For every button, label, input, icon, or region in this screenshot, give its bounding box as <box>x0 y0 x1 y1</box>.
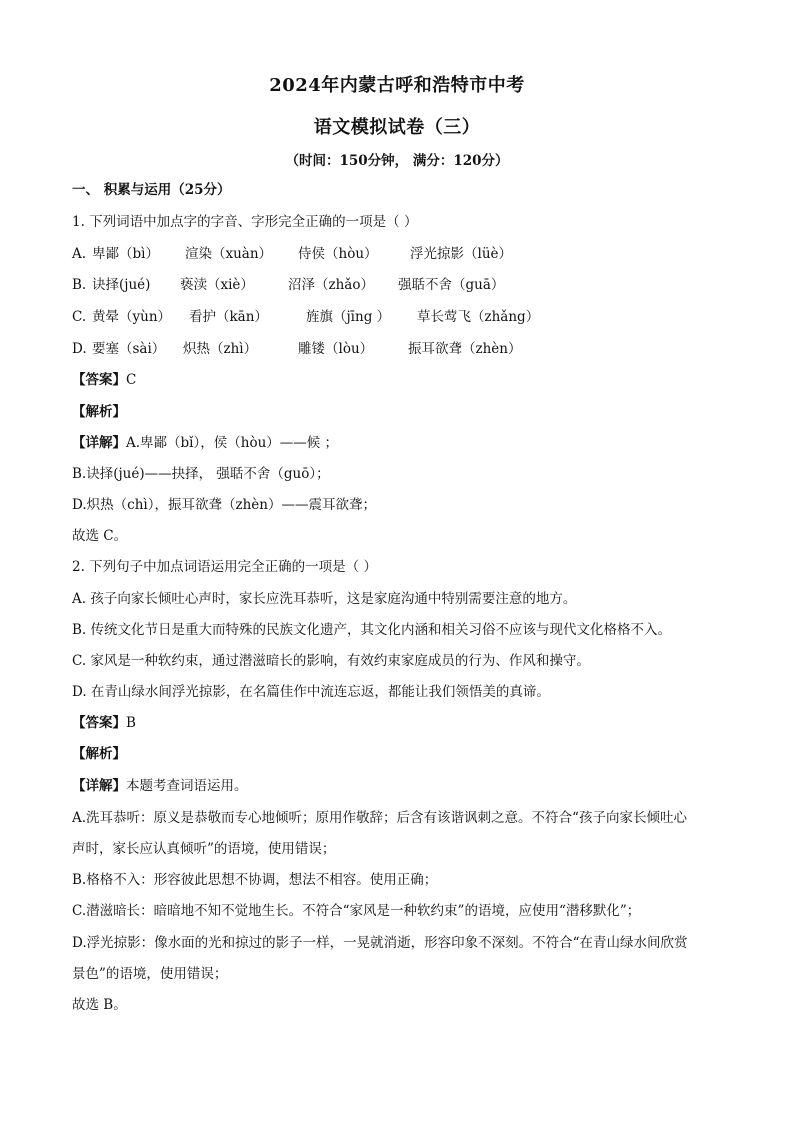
option-label: D. <box>72 341 87 357</box>
q2-detail-line: 景色”的语境，使用错误； <box>72 966 228 982</box>
answer-tag: 【答案】 <box>72 372 126 388</box>
option-label: B. <box>72 277 87 293</box>
answer-value: C <box>126 372 137 388</box>
option-item: 侍侯（hòu） <box>298 246 378 262</box>
option-label: C. <box>72 309 87 325</box>
answer-tag: 【答案】 <box>72 715 126 731</box>
option-item: 旌旗（jīng ） <box>306 309 391 325</box>
q1-detail-line <box>72 434 752 452</box>
q1-conclusion: 故选 C。 <box>72 528 128 544</box>
option-item: 卑鄙（bì） <box>92 246 159 262</box>
option-item: 看护（kān） <box>189 309 268 325</box>
q1-stem: 1. 下列词语中加点字的字音、字形完全正确的一项是（ ） <box>72 214 418 230</box>
option-item: 浮光掠影（lüè） <box>410 246 513 262</box>
q1-answer <box>72 371 752 389</box>
option-item: 炽热（zhì） <box>183 341 258 357</box>
q1-analysis-tag: 【解析】 <box>72 404 126 420</box>
detail-text: 本题考查词语运用。 <box>126 778 248 794</box>
document-title: 2024年内蒙古呼和浩特市中考 <box>269 75 525 96</box>
option-item: 黄晕（yùn） <box>92 309 172 325</box>
q2-answer <box>72 714 752 732</box>
option-item: 亵渎（xiè） <box>180 277 254 293</box>
answer-value: B <box>126 715 136 731</box>
q2-detail-intro <box>72 777 752 795</box>
option-item: 草长莺飞（zhǎng） <box>417 309 540 325</box>
q2-detail-line: D.浮光掠影：像水面的光和掠过的影子一样，一晃就消逝，形容印象不深刻。不符合“在青山绿水间欣赏 <box>72 935 688 951</box>
option-label: A. <box>72 246 87 262</box>
q2-conclusion: 故选 B。 <box>72 997 127 1013</box>
detail-tag: 【详解】 <box>72 435 126 451</box>
option-item: 要塞（sài） <box>92 341 166 357</box>
option-item: 沼泽（zhǎo） <box>288 277 374 293</box>
q2-detail-line: B.格格不入：形容彼此思想不协调，想法不相容。使用正确； <box>72 872 438 888</box>
option-item: 振耳欲聋（zhèn） <box>408 341 522 357</box>
option-item: 雕镂（lòu） <box>298 341 374 357</box>
q2-detail-line: A.洗耳恭听：原义是恭敬而专心地倾听；原用作敬辞；后含有该谐讽刺之意。不符合“孩子向家长倾吐心 <box>72 810 687 826</box>
q1-detail-line: B.诀择(jué)——抉择， 强聒不舍（guō）； <box>72 466 330 482</box>
q2-option-d: D. 在青山绿水间浮光掠影，在名篇佳作中流连忘返，都能让我们领悟美的真谛。 <box>72 684 550 700</box>
detail-tag: 【详解】 <box>72 778 126 794</box>
q2-option-b: B. 传统文化节日是重大而特殊的民族文化遗产，其文化内涵和相关习俗不应该与现代文化格格不入。 <box>72 622 672 638</box>
document-subtitle: 语文模拟试卷（三） <box>313 117 481 138</box>
q2-analysis-tag: 【解析】 <box>72 746 126 762</box>
exam-meta: （时间：150分钟， 满分：120分） <box>285 153 509 169</box>
detail-text: A.卑鄙（bǐ），侯（hòu）——候 ； <box>126 435 339 451</box>
q2-stem: 2. 下列句子中加点词语运用完全正确的一项是（ ） <box>72 559 377 575</box>
option-item: 诀择(jué) <box>92 277 151 293</box>
option-item: 渲染（xuàn） <box>185 246 273 262</box>
q2-detail-line: C.潜滋暗长：暗暗地不知不觉地生长。不符合“家风是一种软约束”的语境，应使用“潜移默化”； <box>72 903 641 919</box>
section-heading: 一、 积累与运用（25分） <box>72 182 231 198</box>
option-item: 强聒不舍（guā） <box>398 277 505 293</box>
q2-option-a: A. 孩子向家长倾吐心声时，家长应洗耳恭听，这是家庭沟通中特别需要注意的地方。 <box>72 591 577 607</box>
q2-detail-line: 声时，家长应认真倾听”的语境，使用错误； <box>72 841 336 857</box>
q2-option-c: C. 家风是一种软约束，通过潜滋暗长的影响，有效约束家庭成员的行为、作风和操守。 <box>72 653 590 669</box>
q1-detail-line: D.炽热（chì），振耳欲聋（zhèn）——震耳欲聋； <box>72 497 376 513</box>
